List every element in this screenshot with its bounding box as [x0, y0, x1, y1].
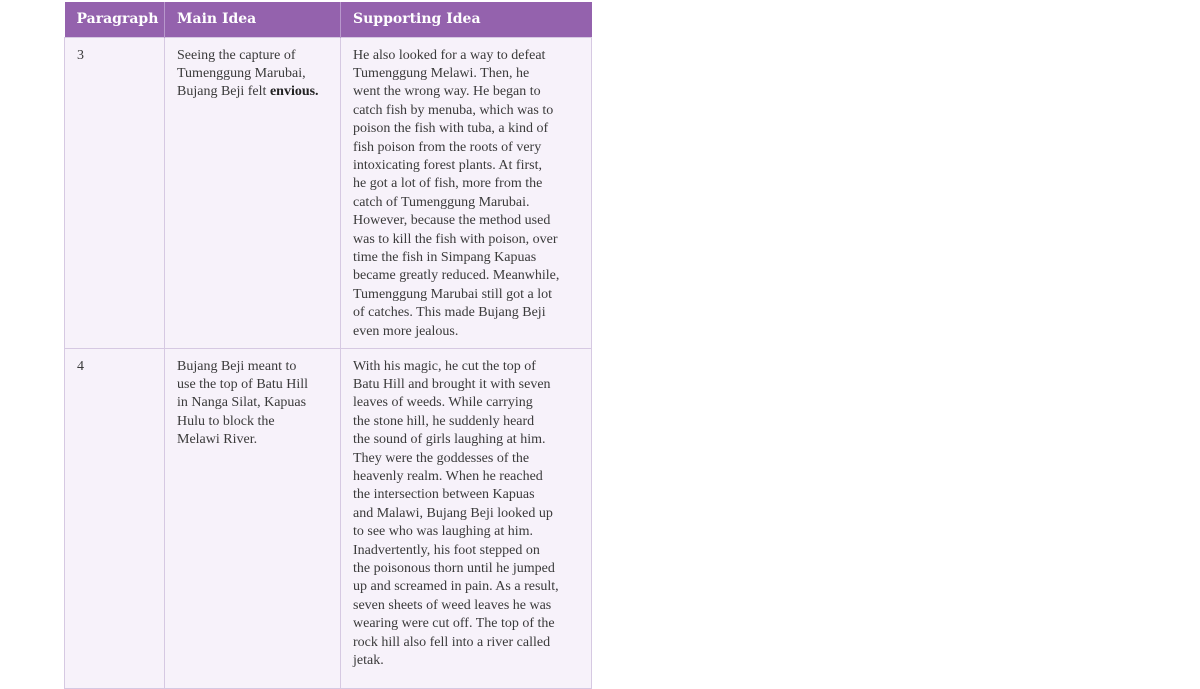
- supporting-idea-cell: [341, 348, 592, 688]
- text-line: seven sheets of weed leaves he was: [353, 597, 552, 613]
- header-row: [65, 2, 592, 37]
- text-line: catch of Tumenggung Marubai.: [353, 194, 530, 210]
- text-line: he got a lot of fish, more from the: [353, 176, 543, 192]
- text-line: the intersection between Kapuas: [353, 487, 535, 503]
- text-line: to see who was laughing at him.: [353, 524, 534, 540]
- text-line: Inadvertently, his foot stepped on: [353, 542, 540, 558]
- text-line: poison the fish with tuba, a kind of: [353, 121, 549, 137]
- text-line: Tumenggung Marubai,: [177, 65, 306, 81]
- header-supporting-idea: Supporting Idea: [341, 2, 592, 37]
- paragraph-number: 4: [77, 358, 84, 374]
- table-row: [65, 37, 592, 348]
- text-line: and Malawi, Bujang Beji looked up: [353, 505, 553, 521]
- emphasis-word: envious.: [269, 84, 319, 100]
- text-line: They were the goddesses of the: [353, 450, 530, 466]
- text-line: Hulu to block the: [177, 413, 275, 429]
- text-line: became greatly reduced. Meanwhile,: [353, 268, 560, 284]
- text-line: With his magic, he cut the top of: [353, 358, 536, 374]
- text-line: went the wrong way. He began to: [353, 84, 541, 100]
- text-line: Tumenggung Marubai still got a lot: [353, 286, 552, 302]
- text-line: Melawi River.: [177, 432, 258, 448]
- text-line: even more jealous.: [353, 323, 459, 339]
- text-line: the sound of girls laughing at him.: [353, 432, 546, 448]
- text-line: fish poison from the roots of very: [353, 139, 542, 155]
- main-idea-cell: [165, 37, 341, 348]
- text-line: [177, 83, 332, 101]
- text-line: Seeing the capture of: [177, 47, 296, 63]
- text-line: catch fish by menuba, which was to: [353, 102, 554, 118]
- text-line: jetak.: [353, 653, 384, 668]
- text-line: Batu Hill and brought it with seven: [353, 376, 551, 392]
- main-idea-cell: [165, 348, 341, 688]
- table-row: [65, 348, 592, 688]
- text-line: rock hill also fell into a river called: [353, 634, 551, 650]
- text-line: was to kill the fish with poison, over: [353, 231, 558, 247]
- paragraph-number-cell: [65, 37, 165, 348]
- text-line: the stone hill, he suddenly heard: [353, 413, 535, 429]
- text-line: intoxicating forest plants. At first,: [353, 157, 542, 173]
- text-line: of catches. This made Bujang Beji: [353, 305, 546, 321]
- text-line: He also looked for a way to defeat: [353, 47, 546, 63]
- text-line: use the top of Batu Hill: [177, 376, 309, 392]
- text-line: Tumenggung Melawi. Then, he: [353, 65, 530, 81]
- paragraph-number-cell: [65, 348, 165, 688]
- text-line: time the fish in Simpang Kapuas: [353, 249, 537, 265]
- supporting-idea-cell: [341, 37, 592, 348]
- text-line: Bujang Beji meant to: [177, 358, 297, 374]
- paragraph-number: 3: [77, 47, 84, 63]
- text-line: wearing were cut off. The top of the: [353, 616, 555, 632]
- header-paragraph: Paragraph: [65, 2, 165, 37]
- text-line: However, because the method used: [353, 213, 551, 229]
- text-line: leaves of weeds. While carrying: [353, 395, 533, 411]
- text-line: the poisonous thorn until he jumped: [353, 560, 555, 576]
- header-main-idea: Main Idea: [165, 2, 341, 37]
- text-line: heavenly realm. When he reached: [353, 468, 543, 484]
- ideas-table: [64, 2, 592, 689]
- text-line: up and screamed in pain. As a result,: [353, 579, 559, 595]
- text-line: in Nanga Silat, Kapuas: [177, 395, 307, 411]
- text-fragment: Bujang Beji felt: [177, 84, 270, 100]
